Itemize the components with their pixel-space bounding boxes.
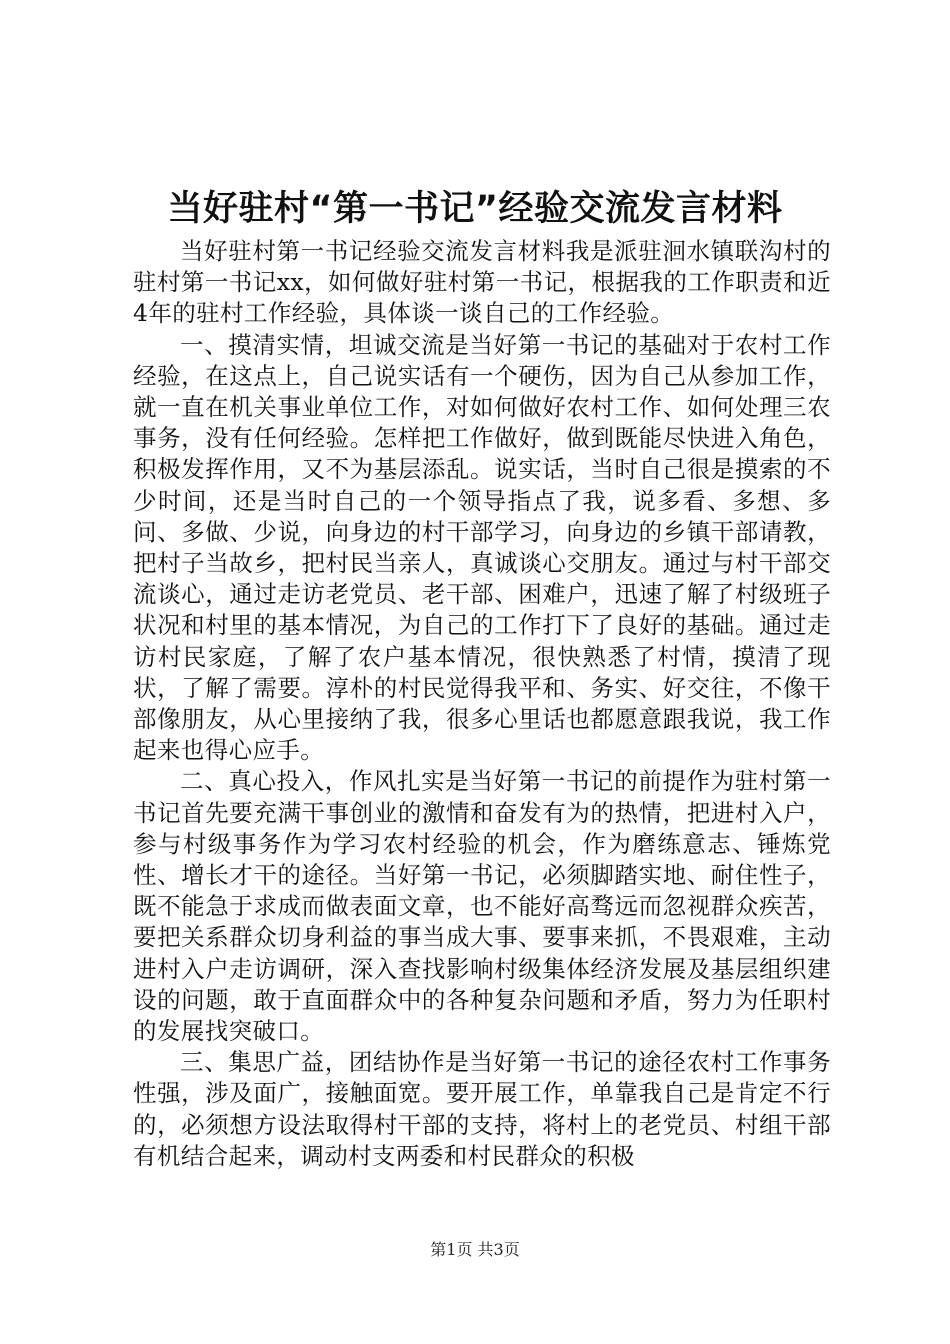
paragraph-section-1: 一、摸清实情，坦诚交流是当好第一书记的基础对于农村工作经验，在这点上，自己说实话有一个硬伤，因为自己从参加工作，就一直在机关事业单位工作，对如何做好农村工作、如何处理三农事务，没有任何经验。怎样把工作做好，做到既能尽快进入角色，积极发挥作用，又不为基层添乱。说实话，当时自己很是摸索的不少时间，还是当时自己的一个领导指点了我，说多看、多想、多问、多做、少说，向身边的村干部学习，向身边的乡镇干部请教，把村子当故乡，把村民当亲人，真诚谈心交朋友。通过与村干部交流谈心，通过走访老党员、老干部、困难户，迅速了解了村级班子状况和村里的基本情况，为自己的工作打下了良好的基础。通过走访村民家庭，了解了农户基本情况，很快熟悉了村情，摸清了现状，了解了需要。淳朴的村民觉得我平和、务实、好交往，不像干部像朋友，从心里接纳了我，很多心里话也都愿意跟我说，我工作起来也得心应手。 [133,330,831,765]
paragraph-intro: 当好驻村第一书记经验交流发言材料我是派驻洄水镇联沟村的驻村第一书记xx，如何做好驻村第一书记，根据我的工作职责和近4年的驻村工作经验，具体谈一谈自己的工作经验。 [133,237,831,328]
document-title: 当好驻村“第一书记”经验交流发言材料 [167,189,783,229]
paragraph-section-3: 三、集思广益，团结协作是当好第一书记的途径农村工作事务性强，涉及面广，接触面宽。要开展工作，单靠我自己是肯定不行的，必须想方设法取得村干部的支持，将村上的老党员、村组干部有机结合起来，调动村支两委和村民群众的积极 [133,1048,831,1170]
document-body [133,236,831,1172]
page-number-footer: 第1页 共3页 [430,1240,520,1259]
paragraph-section-2: 二、真心投入，作风扎实是当好第一书记的前提作为驻村第一书记首先要充满干事创业的激情和奋发有为的热情，把进村入户，参与村级事务作为学习农村经验的机会，作为磨练意志、锤炼党性、增长才干的途径。当好第一书记，必须脚踏实地、耐住性子，既不能急于求成而做表面文章，也不能好高骛远而忽视群众疾苦，要把关系群众切身利益的事当成大事、要事来抓，不畏艰难，主动进村入户走访调研，深入查找影响村级集体经济发展及基层组织建设的问题，敢于直面群众中的各种复杂问题和矛盾，努力为任职村的发展找突破口。 [133,767,831,1046]
